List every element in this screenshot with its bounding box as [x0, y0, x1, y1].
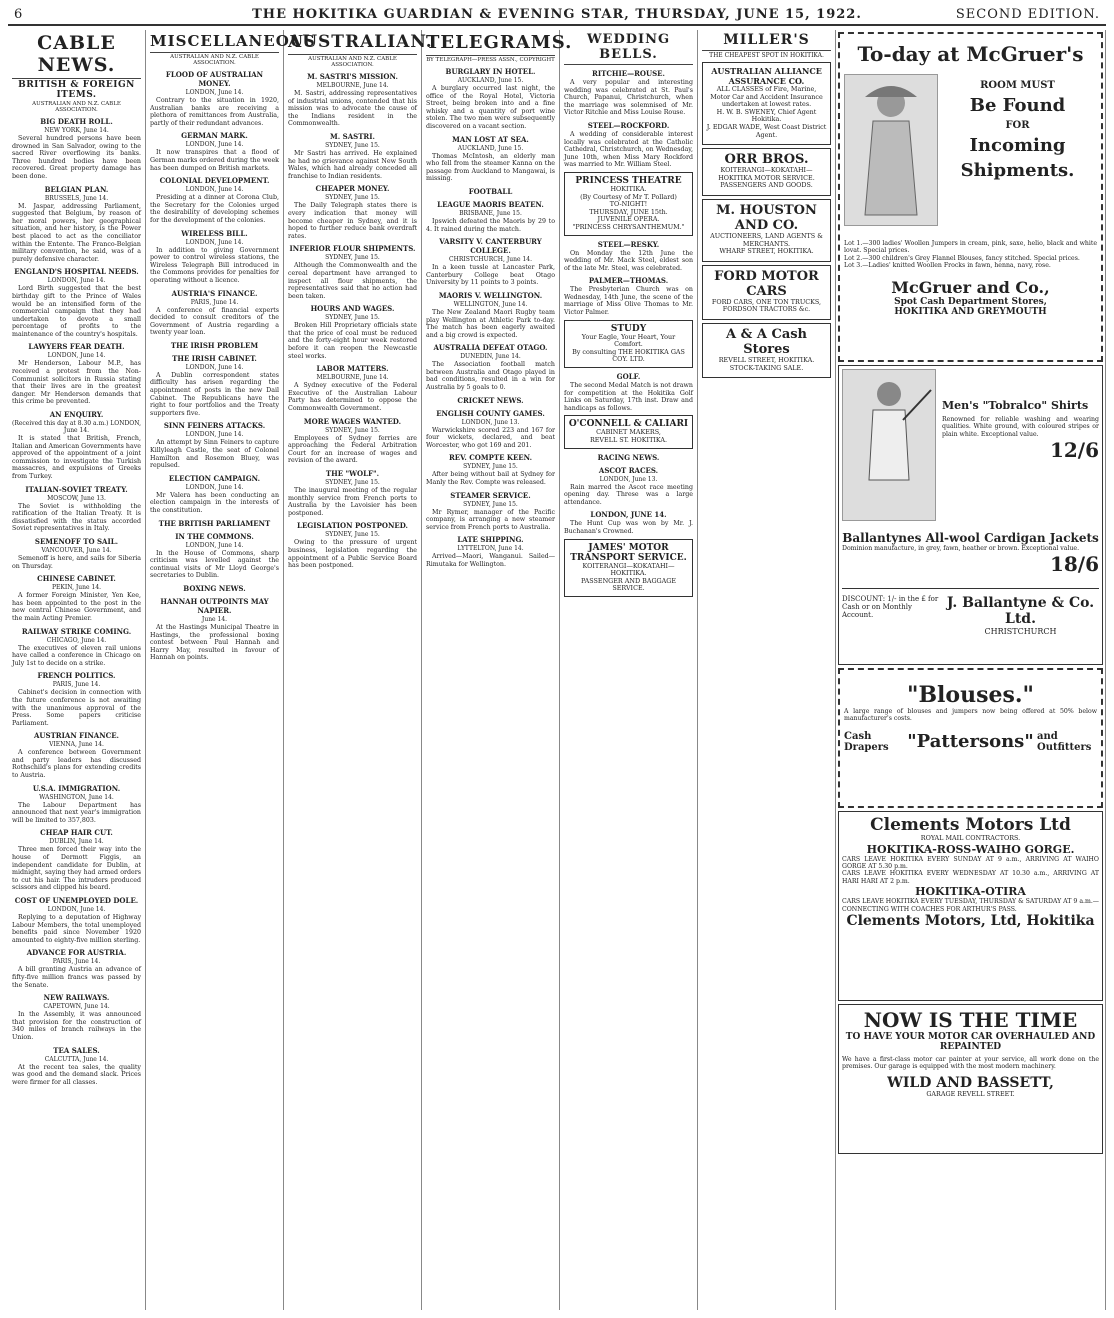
- article-dateline: MELBOURNE, June 14.: [316, 82, 389, 89]
- article-headline: GOLF.: [616, 372, 641, 382]
- article-body: In a keen tussle at Lancaster Park, Canterbury College beat Otago University by 11 points to 3 points.: [426, 264, 555, 287]
- clements-route: HOKITIKA-ROSS-WAIHO GORGE.: [866, 842, 1075, 856]
- advert-line: STOCK-TAKING SALE.: [729, 363, 804, 372]
- article-dateline: LYTTELTON, June 14.: [457, 545, 524, 553]
- advert-line: TO-NIGHT!: [609, 200, 648, 209]
- article-dateline: SYDNEY, June 15.: [325, 141, 380, 149]
- article-dateline: SYDNEY, June 15.: [325, 254, 380, 262]
- article-headline: M. SASTRI.: [330, 131, 375, 141]
- clements-sub: ROYAL MAIL CONTRACTORS.: [920, 834, 1021, 842]
- advert-line: KOITERANGI—KOKATAHI—HOKITIKA MOTOR SERVICE.: [718, 166, 815, 182]
- jacket-price: 18/6: [1049, 552, 1099, 577]
- article-list: [12, 117, 141, 1086]
- article-body: The New Zealand Maori Rugby team play Wellington at Athletic Park to-day. The match has been eagerly awaited and a big crowd is expected.: [426, 308, 555, 339]
- edition-label: SECOND EDITION.: [955, 7, 1100, 22]
- advert-line: REVELL ST. HOKITIKA.: [589, 436, 668, 444]
- article-headline: U.S.A. IMMIGRATION.: [32, 783, 121, 793]
- advert-line: ALL CLASSES of Fire, Marine, Motor Car and Accident Insurance undertaken at lowest rates.: [710, 85, 823, 109]
- article-body: M. Jaspar, addressing Parliament, suggested that Belgium, by reason of her moral powers, her geographical situation, and her history, is the Power best placed to act as the conciliator within the Entente. The Franco-Belgian military convention, he said, was of a purely defensive character.: [12, 202, 141, 263]
- article-headline: STEAMER SERVICE.: [450, 490, 531, 500]
- article-headline: LATE SHIPPING.: [457, 535, 524, 545]
- article-body: The second Medal Match is not drawn for competition at the Hokitika Golf Links on Saturday, 17th inst. Draw and handicaps as follows.: [564, 382, 693, 412]
- column-wedding-bells: [560, 30, 698, 1310]
- article-body: In addition to giving Government power to control wireless stations, the Wireless Telegraph Bill introduced in the Commons provides for penalties for operating without a licence.: [150, 246, 279, 284]
- mcgruer-heading: To-day at McGruer's: [857, 42, 1084, 66]
- mcgruer-footer2: Spot Cash Department Stores,: [894, 296, 1047, 307]
- advert-line: PASSENGER AND BAGGAGE SERVICE.: [580, 576, 677, 593]
- article-dateline: PARIS, June 14.: [52, 958, 101, 966]
- article-dateline: LONDON, June 14.: [185, 431, 244, 439]
- article-dateline: LONDON, June 14.: [185, 141, 244, 149]
- article-headline: COLONIAL DEVELOPMENT.: [159, 176, 270, 186]
- article-dateline: PARIS, June 14.: [52, 681, 101, 689]
- page-number: 6: [14, 7, 24, 22]
- mcgruer-advert: To-day at McGruer's ROOM MUST Be Found FOR Incoming Shipments. Lot 1.—300 ladies' Woollen Jumpers in cream, pink, saxe, helio, black and white lovat. Special prices. Lot 2.—300 children's Grey Flannel Blouses, fancy stitched. Special prices. Lot 3.—Ladies' knitted Woollen Frocks in fawn, henna, navy, rose. McGruer and Co., Spot Cash Department Stores, HOKITIKA AND GREYMOUTH: [838, 32, 1103, 362]
- advert-line: By consulting THE HOKITIKA GAS COY. LTD.: [572, 347, 685, 364]
- agency-line: AUSTRALIAN AND N.Z. CABLE ASSOCIATION.: [32, 101, 121, 113]
- pattersons-name: "Pattersons": [907, 731, 1034, 753]
- article-headline: MAN LOST AT SEA.: [452, 134, 529, 144]
- classified-advert: [564, 172, 693, 236]
- article-body: It now transpires that a flood of German marks ordered during the week has been dumped on British markets.: [150, 149, 279, 172]
- section-heading: MILLER'S: [702, 32, 831, 51]
- classified-advert: [564, 320, 693, 368]
- article-headline: NEW RAILWAYS.: [43, 993, 110, 1003]
- column-display-ads: [836, 30, 1106, 1310]
- article-dateline: LONDON, June 13.: [461, 418, 520, 426]
- article-headline: GERMAN MARK.: [181, 131, 248, 141]
- article-dateline: LONDON, June 14.: [47, 277, 106, 285]
- article-headline: STEEL—RESKY.: [597, 239, 660, 249]
- article-body: Mr Sastri has arrived. He explained he had no grievance against New South Wales, which had already conceded all franchise to Indian residents.: [288, 149, 417, 180]
- article-list: [150, 70, 279, 662]
- advert-line: (By Courtesy of Mr T. Pollard): [580, 192, 677, 201]
- mcgruer-line: Be Found: [969, 95, 1066, 116]
- article-dateline: VANCOUVER, June 14.: [41, 546, 112, 554]
- article-dateline: SYDNEY, June 15.: [325, 531, 380, 539]
- article-headline: ELECTION CAMPAIGN.: [168, 473, 261, 483]
- article-dateline: PARIS, June 14.: [190, 298, 239, 306]
- advert-line: THURSDAY, JUNE 15th.: [589, 207, 668, 216]
- article-headline: SEMENOFF TO SAIL.: [34, 536, 119, 546]
- article-headline: HOURS AND WAGES.: [310, 304, 395, 314]
- article-headline: RACING NEWS.: [597, 452, 660, 462]
- article-headline: SINN FEINERS ATTACKS.: [163, 421, 266, 431]
- article-headline: REV. COMPTE KEEN.: [448, 453, 533, 463]
- article-dateline: SYDNEY, June 15.: [463, 500, 518, 508]
- article-body: Contrary to the situation in 1920, Australian banks are receiving a plethora of remittances from Australia, partly of their redundant advances.: [150, 97, 279, 127]
- article-body: Semenoff is here, and sails for Siberia on Thursday.: [12, 554, 141, 570]
- article-body: Several hundred persons have been drowned in San Salvador, owing to the sacred River overflowing its banks. Three hundred bodies have been recovered. Great property damage has been done.: [12, 135, 141, 180]
- article-body: Thomas McIntosh, an elderly man who fell from the steamer Kanna on the passage from Auckland to Mangawai, is missing.: [426, 152, 555, 183]
- article-headline: BURGLARY IN HOTEL.: [445, 67, 536, 76]
- section-heading: TELEGRAMS.: [426, 32, 555, 56]
- article-headline: ENGLAND'S HOSPITAL NEEDS.: [14, 267, 139, 277]
- article-body: The Presbyterian Church was on Wednesday, 14th June, the scene of the marriage of Miss Olive Thomas to Mr. Victor Palmer.: [564, 286, 693, 317]
- article-body: The Hunt Cup was won by Mr. J. Buchanan's Crowned.: [564, 520, 693, 535]
- article-dateline: BRISBANE, June 15.: [459, 209, 522, 217]
- article-dateline: CHRISTCHURCH, June 14.: [449, 256, 532, 264]
- advert-line: PASSENGERS AND GOODS.: [720, 181, 813, 190]
- article-dateline: LONDON, June 14.: [185, 541, 244, 549]
- article-headline: LABOR MATTERS.: [316, 364, 389, 374]
- article-headline: ADVANCE FOR AUSTRIA.: [26, 948, 127, 958]
- article-headline: THE IRISH CABINET.: [172, 353, 257, 363]
- woman-illustration: [844, 74, 938, 226]
- advert-title: FORD MOTOR CARS: [714, 268, 819, 299]
- classified-advert: [702, 265, 831, 320]
- classified-advert: [564, 415, 693, 448]
- fashion-figure-icon: [845, 75, 937, 225]
- outfitters: and Outfitters: [1037, 730, 1092, 753]
- article-body: The Association football match between Australia and Otago played in bad conditions, resulted in a win for Australia by 5 goals to 0.: [426, 361, 555, 392]
- masthead: [8, 4, 1106, 26]
- article-headline: AN ENQUIRY.: [49, 410, 104, 420]
- article-body: A bill granting Austria an advance of fifty-five million francs was passed by the Senate.: [12, 966, 141, 989]
- clements-title: Clements Motors Ltd: [870, 815, 1071, 835]
- article-dateline: DUBLIN, June 14.: [49, 838, 104, 846]
- article-headline: CHEAPER MONEY.: [315, 184, 390, 194]
- ballantyne-name: J. Ballantyne & Co. Ltd.: [946, 595, 1095, 628]
- article-list: [564, 69, 693, 597]
- article-dateline: SYDNEY, June 15.: [325, 194, 380, 202]
- agency-line: AUSTRALIAN AND N.Z. CABLE ASSOCIATION.: [170, 54, 259, 66]
- article-dateline: LONDON, June 14.: [47, 906, 106, 913]
- article-headline: ASCOT RACES.: [598, 465, 659, 475]
- mcgruer-line: Incoming: [969, 135, 1066, 156]
- article-body: A conference of financial experts decided to consult creditors of the Government of Austria regarding a twenty year loan.: [150, 306, 279, 337]
- section-heading: WEDDING BELLS.: [564, 32, 693, 65]
- article-headline: STEEL—ROCKFORD.: [587, 120, 670, 130]
- article-body: Replying to a deputation of Highway Labour Members, the total unemployed benefits paid since November 1920 amounted to eighty-five million sterling.: [12, 914, 141, 944]
- classified-advert: [564, 539, 693, 597]
- article-headline: ITALIAN-SOVIET TREATY.: [25, 484, 128, 494]
- article-body: It is stated that British, French, Italian and American Governments have approved of the appointment of a joint commission to investigate the Turkish massacres, and expulsions of Greeks from Turkey.: [12, 435, 141, 480]
- article-dateline: CHICAGO, June 14.: [46, 636, 107, 644]
- article-dateline: WASHINGTON, June 14.: [39, 793, 114, 801]
- advert-line: H. W. B. SWENEY, Chief Agent Hokitika.: [716, 107, 817, 124]
- article-headline: LAWYERS FEAR DEATH.: [28, 342, 125, 352]
- article-dateline: LONDON, June 14.: [185, 186, 244, 194]
- article-dateline: SYDNEY, June 15.: [325, 479, 380, 486]
- advert-line: FORD CARS, ONE TON TRUCKS, FORDSON TRACTORS &c.: [711, 297, 822, 314]
- article-headline: THE IRISH PROBLEM: [170, 340, 259, 350]
- shirt-title: Men's "Tobralco" Shirts: [942, 399, 1089, 412]
- advert-title: STUDY: [610, 323, 647, 334]
- advert-title: JAMES' MOTOR TRANSPORT SERVICE.: [570, 542, 687, 563]
- article-headline: BOXING NEWS.: [183, 583, 246, 593]
- article-headline: BELGIAN PLAN.: [44, 184, 109, 194]
- article-body: At the recent tea sales, the quality was good and the demand slack. Prices were firmer for all classes.: [12, 1063, 141, 1086]
- clements-route2: HOKITIKA-OTIRA: [915, 885, 1026, 899]
- advert-title: M. HOUSTON AND CO.: [716, 202, 817, 233]
- article-headline: AUSTRIAN FINANCE.: [34, 731, 119, 741]
- article-dateline: (Received this day at 8.30 a.m.) LONDON, June 14.: [12, 420, 141, 435]
- article-body: A wedding of considerable interest locally was celebrated at the Catholic Cathedral, Christchurch, on Wednesday, June 10th, when Miss Mary Rockford was married to Mr. William Steel.: [564, 130, 693, 169]
- article-headline: MORE WAGES WANTED.: [303, 416, 402, 426]
- now-sub: TO HAVE YOUR MOTOR CAR OVERHAULED AND REPAINTED: [845, 1032, 1096, 1052]
- article-dateline: VIENNA, June 14.: [49, 741, 104, 749]
- article-dateline: LONDON, June 14.: [185, 89, 244, 96]
- section-subheading: BRITISH & FOREIGN ITEMS.: [18, 80, 135, 100]
- article-body: Arrived—Maori, Wanganui. Sailed—Rimutaka for Wellington.: [426, 553, 555, 568]
- advert-line: J. EDGAR WADE, West Coast District Agent.: [706, 122, 827, 139]
- agency-line: AUSTRALIAN AND N.Z. CABLE ASSOCIATION.: [308, 56, 397, 68]
- article-headline: M. SASTRI'S MISSION.: [307, 72, 398, 81]
- article-body: A Dublin correspondent states difficulty has arisen regarding the appointment of posts in the new Dail Cabinet. The Republicans have the right to four portfolios and the Treaty supporters five.: [150, 371, 279, 417]
- discount-note: DISCOUNT: 1/- in the £ for Cash or on Monthly Account.: [842, 595, 939, 620]
- ballantyne-city: CHRISTCHURCH: [984, 627, 1057, 637]
- article-dateline: AUCKLAND, June 15.: [457, 144, 524, 152]
- article-dateline: LONDON, June 14.: [185, 238, 244, 246]
- article-headline: TEA SALES.: [53, 1045, 100, 1055]
- article-list: [426, 67, 555, 569]
- agency-line: THE CHEAPEST SPOT IN HOKITIKA.: [709, 52, 824, 59]
- classified-advert: [702, 148, 831, 196]
- article-body: Broken Hill Proprietary officials state that the price of coal must be reduced and the forty-eight hour week restored before it can reopen the Newcastle steel works.: [288, 322, 417, 360]
- article-headline: RAILWAY STRIKE COMING.: [21, 626, 132, 636]
- article-dateline: WELLINGTON, June 14.: [453, 300, 528, 308]
- article-body: In the Assembly, it was announced that provision for the construction of 340 miles of branch railways in the Union.: [12, 1011, 141, 1041]
- article-body: Owing to the pressure of urgent business, legislation regarding the appointment of a Public Service Board has been postponed.: [288, 539, 417, 570]
- article-dateline: June 14.: [201, 615, 228, 623]
- article-dateline: LONDON, June 14.: [185, 483, 244, 491]
- article-headline: AUSTRIA'S FINANCE.: [171, 288, 258, 298]
- bassett-name: WILD AND BASSETT,: [887, 1074, 1054, 1091]
- article-headline: FRENCH POLITICS.: [37, 671, 116, 681]
- blouses-title: "Blouses.": [907, 682, 1034, 708]
- article-headline: THE BRITISH PARLIAMENT: [158, 518, 271, 528]
- article-dateline: NEW YORK, June 14.: [44, 127, 109, 134]
- article-dateline: MOSCOW, June 13.: [47, 494, 106, 502]
- article-body: The executives of eleven rail unions have called a conference in Chicago on July 1st to decide on a strike.: [12, 644, 141, 667]
- article-body: A former Foreign Minister, Yen Kee, has been appointed to the post in the new central Chinese Government, and the main Acting Premier.: [12, 592, 141, 622]
- newspaper-title: THE HOKITIKA GUARDIAN & EVENING STAR, THURSDAY, JUNE 15, 1922.: [252, 7, 862, 22]
- column-advertisements: [698, 30, 836, 1310]
- bassett-address: GARAGE REVELL STREET.: [926, 1089, 1015, 1098]
- shirt-price: 12/6: [1049, 438, 1099, 463]
- article-body: The Daily Telegraph states there is every indication that money will become cheaper in Sydney, and it is hoped to further reduce bank overdraft rates.: [288, 202, 417, 240]
- article-body: The inaugural meeting of the regular monthly service from French ports to Australia by the Lavoisier has been postponed.: [288, 487, 417, 517]
- article-headline: IN THE COMMONS.: [175, 531, 254, 541]
- jacket-title: Ballantynes All-wool Cardigan Jackets: [842, 531, 1099, 545]
- mcgruer-line: Shipments.: [960, 160, 1075, 181]
- article-headline: THE "WOLF".: [325, 469, 380, 478]
- section-heading: CABLE NEWS.: [12, 32, 141, 79]
- article-body: Mr Valera has been conducting an election campaign in the interests of the constitution.: [150, 491, 279, 514]
- advert-line: HOKITIKA.: [610, 184, 647, 193]
- article-body: Cabinet's decision in connection with the future conference is not awaiting with the unanimous approval of the Press. Some papers criticise Parliament.: [12, 689, 141, 727]
- now-title: NOW IS THE TIME: [863, 1008, 1078, 1032]
- article-body: The Soviet is withholding the ratification of the Italian Treaty. It is dissatisfied with the status accorded Soviet representatives in Italy.: [12, 502, 141, 533]
- column-cable-news: [8, 30, 146, 1310]
- golfer-illustration: [842, 369, 936, 521]
- article-dateline: LONDON, June 13.: [599, 475, 658, 483]
- section-heading: AUSTRALIAN.: [288, 32, 417, 55]
- article-body: Warwickshire scored 223 and 167 for four wickets, declared, and beat Worcester, who got 169 and 201.: [426, 426, 555, 449]
- advert-line: Your Eagle, Your Heart, Your Comfort.: [581, 332, 676, 349]
- advert-title: AUSTRALIAN ALLIANCE ASSURANCE CO.: [711, 66, 822, 86]
- advert-title: O'CONNELL & CALIARI: [568, 419, 689, 430]
- article-dateline: BRUSSELS, June 14.: [44, 194, 109, 202]
- article-headline: FOOTBALL: [468, 186, 513, 196]
- classified-advert: [702, 62, 831, 145]
- article-dateline: DUNEDIN, June 14.: [460, 353, 521, 361]
- article-body: A conference between Government and party leaders has discussed Rothschild's plans for extending credits to Austria.: [12, 749, 141, 780]
- article-body: Employees of Sydney ferries are approaching the Federal Arbitration Court for an increase of wages and revision of the award.: [288, 434, 417, 465]
- article-body: At the Hastings Municipal Theatre in Hastings, the professional boxing contest between Paul Hannah and Harry May, resulted in favour of Hannah on points.: [150, 623, 279, 662]
- article-headline: LEGISLATION POSTPONED.: [297, 521, 408, 531]
- advert-line: CABINET MAKERS,: [596, 428, 661, 437]
- column-australian: [284, 30, 433, 1310]
- article-body: Ipswich defeated the Maoris by 29 to 4. It rained during the match.: [426, 217, 555, 233]
- mcgruer-footer: McGruer and Co.,: [891, 277, 1050, 297]
- article-dateline: MELBOURNE, June 14.: [316, 374, 389, 382]
- mcgruer-line: FOR: [1005, 120, 1030, 131]
- article-headline: BIG DEATH ROLL.: [40, 117, 113, 126]
- advert-list: [702, 62, 831, 378]
- article-headline: CRICKET NEWS.: [457, 395, 524, 405]
- advert-line: REVELL STREET, HOKITIKA.: [718, 355, 815, 364]
- article-headline: CHEAP HAIR CUT.: [40, 828, 113, 838]
- advert-line: "PRINCESS CHRYSANTHEMUM.": [572, 222, 685, 231]
- wild-bassett-advert: NOW IS THE TIME TO HAVE YOUR MOTOR CAR OVERHAULED AND REPAINTED We have a first-class motor car painter at your service, all work done on the premises. Our garage is equipped with the most modern machinery. WILD AND BASSETT, GARAGE REVELL STREET.: [838, 1004, 1103, 1154]
- mcgruer-line: ROOM MUST: [980, 80, 1055, 91]
- article-body: A Sydney executive of the Federal Executive of the Australian Labour Party has determined to oppose the Commonwealth Government.: [288, 382, 417, 413]
- article-headline: VARSITY V. CANTERBURY COLLEGE.: [439, 237, 542, 256]
- article-headline: INFERIOR FLOUR SHIPMENTS.: [289, 244, 416, 254]
- article-headline: PALMER—THOMAS.: [588, 276, 669, 286]
- advert-title: A & A Cash Stores: [725, 326, 808, 357]
- advert-line: KOITERANGI—KOKATAHI—HOKITIKA.: [582, 561, 675, 578]
- article-headline: CHINESE CABINET.: [37, 574, 116, 584]
- article-dateline: LONDON, June 14.: [185, 363, 244, 371]
- article-body: Rain marred the Ascot race meeting opening day. Threse was a large attendance.: [564, 483, 693, 506]
- article-headline: COST OF UNEMPLOYED DOLE.: [14, 896, 139, 905]
- golfer-icon: [843, 370, 935, 520]
- blouses-advert: "Blouses." A large range of blouses and jumpers now being offered at 50% below manufacturer's costs. Cash Drapers "Pattersons" and Outfitters: [838, 668, 1103, 808]
- article-dateline: SYDNEY, June 15.: [325, 426, 380, 434]
- article-body: Mr Henderson, Labour M.P., has received a protest from the Non-Communist solicitors in Russia stating that their lives are in the greatest danger. Mr Henderson demands that this crime be prevented.: [12, 360, 141, 406]
- article-body: M. Sastri, addressing representatives of industrial unions, contended that his mission was to advocate the cause of the Indians resident in the Commonwealth.: [288, 90, 417, 128]
- article-body: Three men forced their way into the house of Dermott Figgis, an independent candidate for Dublin, at midnight, saying they had armed orders to cut his hair. The intruders produced scissors and clipped his beard.: [12, 846, 141, 892]
- advert-title: ORR BROS.: [724, 152, 809, 168]
- article-body: A very popular and interesting wedding was celebrated at St. Paul's Church, Papanui, Christchurch, when the marriage was solemnised of Mr. Victor Ritchie and Miss Louise Rouse.: [564, 79, 693, 117]
- section-heading: MISCELLANEOUS: [150, 32, 279, 53]
- classified-advert: [702, 199, 831, 262]
- article-headline: ENGLISH COUNTY GAMES.: [436, 408, 545, 418]
- ballantyne-advert: Men's "Tobralco" Shirts Renowned for reliable washing and wearing qualities. White ground, with coloured stripes or plain white. Exceptional value. 12/6 Ballantynes All-wool Cardigan Jackets Dominion manufacture, in grey, fawn, heather or brown. Exceptional value. 18/6 DISCOUNT: 1/- in the £ for Cash or on Monthly Account. J. Ballantyne & Co. Ltd. CHRISTCHURCH: [838, 365, 1103, 665]
- article-dateline: PEKIN, June 14.: [51, 584, 102, 592]
- classified-advert: [702, 323, 831, 378]
- advert-title: PRINCESS THEATRE: [575, 175, 682, 186]
- article-dateline: CAPETOWN, June 14.: [43, 1003, 110, 1011]
- article-dateline: SYDNEY, June 15.: [325, 314, 380, 322]
- column-miscellaneous: [146, 30, 316, 1310]
- article-body: The Labour Department has announced that next year's immigration will be limited to 357,803.: [12, 801, 141, 824]
- advert-line: WHARF STREET, HOKITIKA.: [719, 247, 814, 256]
- article-body: An attempt by Sinn Feiners to capture Killyleagh Castle, the seat of Colonel Hamilton and Rosemon Bluey, was repulsed.: [150, 439, 279, 470]
- article-list: [288, 72, 417, 570]
- article-body: Presiding at a dinner at Corona Club, the Secretary for the Colonies urged the desirability of developing schemes for the development of the colonies.: [150, 194, 279, 224]
- clements-name: Clements Motors, Ltd, Hokitika: [846, 913, 1095, 930]
- article-headline: LEAGUE MAORIS BEATEN.: [437, 199, 544, 209]
- cash-drapers: Cash Drapers: [844, 730, 889, 753]
- column-telegrams: [422, 30, 573, 1310]
- article-dateline: CALCUTTA, June 14.: [44, 1055, 109, 1063]
- article-headline: HANNAH OUTPOINTS MAY NAPIER.: [160, 596, 269, 615]
- article-dateline: AUCKLAND, June 15.: [457, 77, 524, 84]
- article-body: On Monday the 12th June the wedding of Mr. Mack Steel, eldest son of the late Mr. Steel, was celebrated.: [564, 249, 693, 272]
- mcgruer-footer3: HOKITIKA AND GREYMOUTH: [894, 306, 1047, 317]
- article-body: After being without bail at Sydney for Manly the Rev. Compte was released.: [426, 471, 555, 487]
- advert-line: AUCTIONEERS, LAND AGENTS & MERCHANTS.: [710, 231, 823, 248]
- article-body: Mr Rymer, manager of the Pacific company, is arranging a new steamer service from French ports to Australia.: [426, 508, 555, 531]
- article-dateline: LONDON, June 14.: [47, 352, 106, 360]
- article-body: A burglary occurred last night, the office of the Royal Hotel, Victoria Street, being broken into and a fine whisky and a quantity of port wine stolen. The two men were subsequently discovered on a vacant section.: [426, 85, 555, 130]
- article-dateline: SYDNEY, June 15.: [463, 463, 518, 471]
- article-headline: WIRELESS BILL.: [181, 228, 248, 238]
- article-headline: LONDON, JUNE 14.: [590, 510, 667, 520]
- article-headline: RITCHIE—ROUSE.: [592, 69, 665, 78]
- article-body: Although the Commonwealth and the cereal department have arranged to inspect all flour shipments, the representatives said that no action had been taken.: [288, 262, 417, 300]
- article-headline: MAORIS V. WELLINGTON.: [438, 290, 543, 300]
- article-headline: FLOOD OF AUSTRALIAN MONEY.: [165, 70, 264, 88]
- agency-line: BY TELEGRAPH—PRESS ASSN., COPYRIGHT: [426, 57, 555, 63]
- article-body: Lord Birth suggested that the best birthday gift to the Prince of Wales would be an intensified form of the commercial campaign that they had undertaken to devote a small percentage of profits to the maintenance of the country's hospitals.: [12, 285, 141, 338]
- article-headline: AUSTRALIA DEFEAT OTAGO.: [433, 343, 548, 353]
- clements-advert: Clements Motors Ltd ROYAL MAIL CONTRACTORS. HOKITIKA-ROSS-WAIHO GORGE. CARS LEAVE HOKITIKA EVERY SUNDAY AT 9 a.m., ARRIVING AT WAIHO GORGE AT 5.30 p.m. CARS LEAVE HOKITIKA EVERY WEDNESDAY AT 10.30 a.m., ARRIVING AT HARI HARI AT 2 p.m. HOKITIKA-OTIRA CARS LEAVE HOKITIKA EVERY TUESDAY, THURSDAY & SATURDAY AT 9 a.m.—CONNECTING WITH COACHES FOR ARTHUR'S PASS. Clements Motors, Ltd, Hokitika: [838, 811, 1103, 1001]
- article-body: In the House of Commons, sharp criticism was levelled against the continual visits of Mr Lloyd George's secretaries to Dublin.: [150, 549, 279, 580]
- advert-line: JUVENILE OPERA.: [597, 215, 660, 224]
